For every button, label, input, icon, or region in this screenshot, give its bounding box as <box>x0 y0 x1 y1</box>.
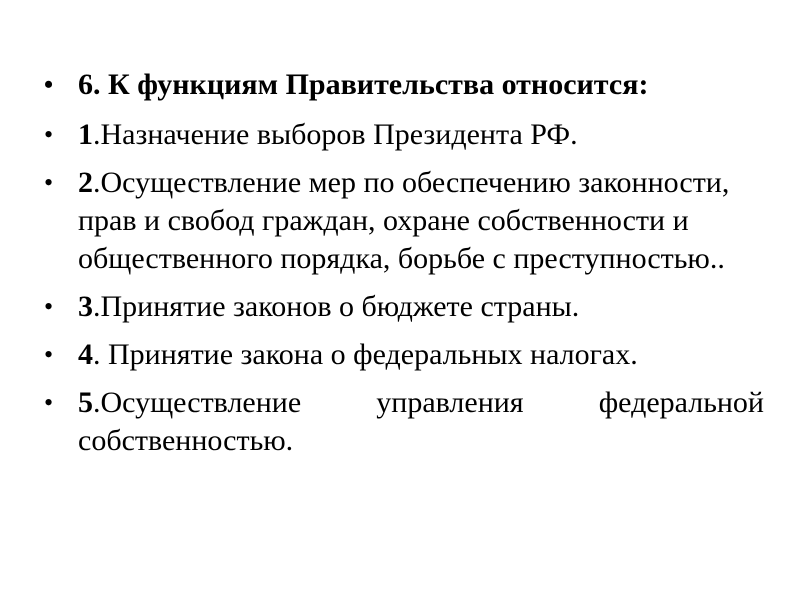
option-number: 3 <box>78 290 93 323</box>
option-text: .Осуществление мер по обеспечению законности, прав и свобод граждан, охране собственности и общественного порядка, борьбе с преступностью.. <box>78 166 730 275</box>
bullet-list <box>44 66 764 470</box>
option-text: . Принятие закона о федеральных налогах. <box>93 338 638 371</box>
bullet-icon: • <box>44 120 54 149</box>
answer-option-4 <box>44 336 764 374</box>
question-heading <box>44 66 764 104</box>
option-text: .Назначение выборов Президента РФ. <box>93 118 578 151</box>
bullet-icon: • <box>44 388 54 417</box>
answer-option-1 <box>44 116 764 154</box>
bullet-icon: • <box>44 168 54 197</box>
option-number: 4 <box>78 338 93 371</box>
option-text: .Принятие законов о бюджете страны. <box>93 290 580 323</box>
bullet-icon: • <box>44 70 54 99</box>
answer-option-5 <box>44 384 764 460</box>
option-number: 5 <box>78 386 93 419</box>
bullet-icon: • <box>44 292 54 321</box>
option-text: .Осуществление управления федеральной собственностью. <box>78 386 764 457</box>
option-number: 2 <box>78 166 93 199</box>
answer-option-2 <box>44 164 764 278</box>
option-number: 1 <box>78 118 93 151</box>
answer-option-3 <box>44 288 764 326</box>
bullet-icon: • <box>44 340 54 369</box>
question-heading-text: 6. К функциям Правительства относится: <box>78 68 649 101</box>
